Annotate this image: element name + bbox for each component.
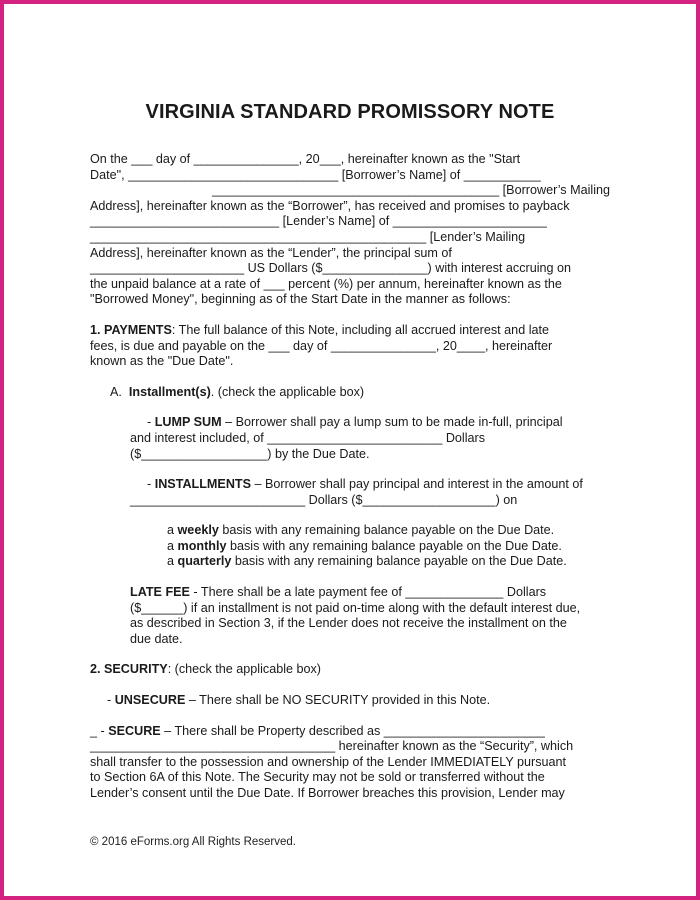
- security-section: [90, 662, 610, 678]
- frequency-options: [90, 523, 610, 570]
- intro-line: ________________________________________________ [Lender’s Mailing: [90, 229, 526, 244]
- option-checkbox[interactable]: _ -: [90, 723, 109, 738]
- intro-line: ______________________ US Dollars ($_______________) with interest accruing on: [90, 261, 572, 276]
- intro-line: Address], hereinafter known as the “Lender”, the principal sum of: [90, 245, 452, 260]
- lump-sum-heading: LUMP SUM: [154, 415, 222, 430]
- payments-text: fees, is due and payable on the ___ day of _______________, 20____, hereinafter: [90, 338, 553, 353]
- intro-line: Address], hereinafter known as the “Borrower”, has received and promises to payback: [90, 198, 570, 213]
- unsecure-option: [90, 693, 610, 709]
- installments-subsection-heading: Installment(s): [128, 384, 211, 399]
- option-checkbox[interactable]: -: [107, 693, 115, 708]
- option-checkbox[interactable]: -: [147, 477, 155, 492]
- installments-option: [90, 477, 610, 508]
- unsecure-text: – There shall be NO SECURITY provided in this Note.: [185, 693, 491, 708]
- late-fee-section: [90, 585, 610, 647]
- intro-line: "Borrowed Money", beginning as of the Start Date in the manner as follows:: [90, 292, 511, 307]
- document-body: [90, 100, 610, 802]
- intro-line: ___________________________ [Lender’s Name] of ______________________: [90, 214, 547, 229]
- intro-line: the unpaid balance at a rate of ___ percent (%) per annum, hereinafter known as the: [90, 276, 562, 291]
- frequency-monthly[interactable]: a monthly basis with any remaining balance payable on the Due Date.: [167, 538, 562, 553]
- secure-text: shall transfer to the possession and ownership of the Lender IMMEDIATELY pursuant: [90, 754, 567, 769]
- installments-subsection-note: . (check the applicable box): [210, 384, 365, 399]
- installments-text: – Borrower shall pay principal and interest in the amount of: [251, 477, 583, 492]
- payments-text: : The full balance of this Note, including all accrued interest and late: [171, 322, 549, 337]
- copyright-footer: © 2016 eForms.org All Rights Reserved.: [90, 836, 296, 848]
- late-fee-text: as described in Section 3, if the Lender does not receive the installment on the: [130, 616, 567, 631]
- installments-subsection: [90, 385, 610, 401]
- secure-heading: SECURE: [108, 723, 161, 738]
- secure-text: ___________________________________ hereinafter known as the “Security”, which: [90, 739, 574, 754]
- unsecure-heading: UNSECURE: [114, 693, 186, 708]
- document-title: VIRGINIA STANDARD PROMISSORY NOTE: [145, 101, 555, 123]
- lump-sum-text: – Borrower shall pay a lump sum to be made in-full, principal: [221, 415, 563, 430]
- payments-text: known as the "Due Date".: [90, 354, 234, 369]
- payments-section: [90, 323, 610, 370]
- payments-heading: 1. PAYMENTS: [90, 322, 172, 337]
- installments-heading: INSTALLMENTS: [154, 477, 252, 492]
- security-heading: 2. SECURITY: [90, 662, 168, 677]
- intro-line: On the ___ day of _______________, 20___, hereinafter known as the "Start: [90, 152, 521, 166]
- frequency-quarterly[interactable]: a quarterly basis with any remaining balance payable on the Due Date.: [167, 554, 567, 569]
- lump-sum-text: ($__________________) by the Due Date.: [130, 446, 370, 461]
- security-note: : (check the applicable box): [167, 662, 321, 677]
- late-fee-text: ($______) if an installment is not paid on-time along with the default interest due,: [130, 600, 581, 615]
- subsection-letter: A.: [110, 384, 122, 399]
- secure-text: – There shall be Property described as _______________________: [160, 723, 545, 738]
- frequency-weekly[interactable]: a weekly basis with any remaining balance payable on the Due Date.: [167, 523, 555, 538]
- lump-sum-text: and interest included, of _________________________ Dollars: [130, 430, 486, 445]
- secure-text: to Section 6A of this Note. The Security may not be sold or transferred without the: [90, 770, 545, 785]
- lump-sum-option: [90, 415, 610, 462]
- option-checkbox[interactable]: -: [147, 415, 155, 430]
- late-fee-text: due date.: [130, 631, 183, 646]
- installments-text: _________________________ Dollars ($___________________) on: [130, 492, 518, 507]
- late-fee-text: - There shall be a late payment fee of ______________ Dollars: [189, 585, 547, 600]
- intro-line: _________________________________________ [Borrower’s Mailing: [212, 183, 610, 198]
- intro-line: Date", ______________________________ [Borrower’s Name] of ___________: [90, 167, 541, 182]
- intro-paragraph: [90, 152, 610, 308]
- secure-option: [90, 724, 610, 802]
- secure-text: Lender’s consent until the Due Date. If Borrower breaches this provision, Lender may: [90, 786, 565, 800]
- late-fee-heading: LATE FEE: [130, 585, 190, 600]
